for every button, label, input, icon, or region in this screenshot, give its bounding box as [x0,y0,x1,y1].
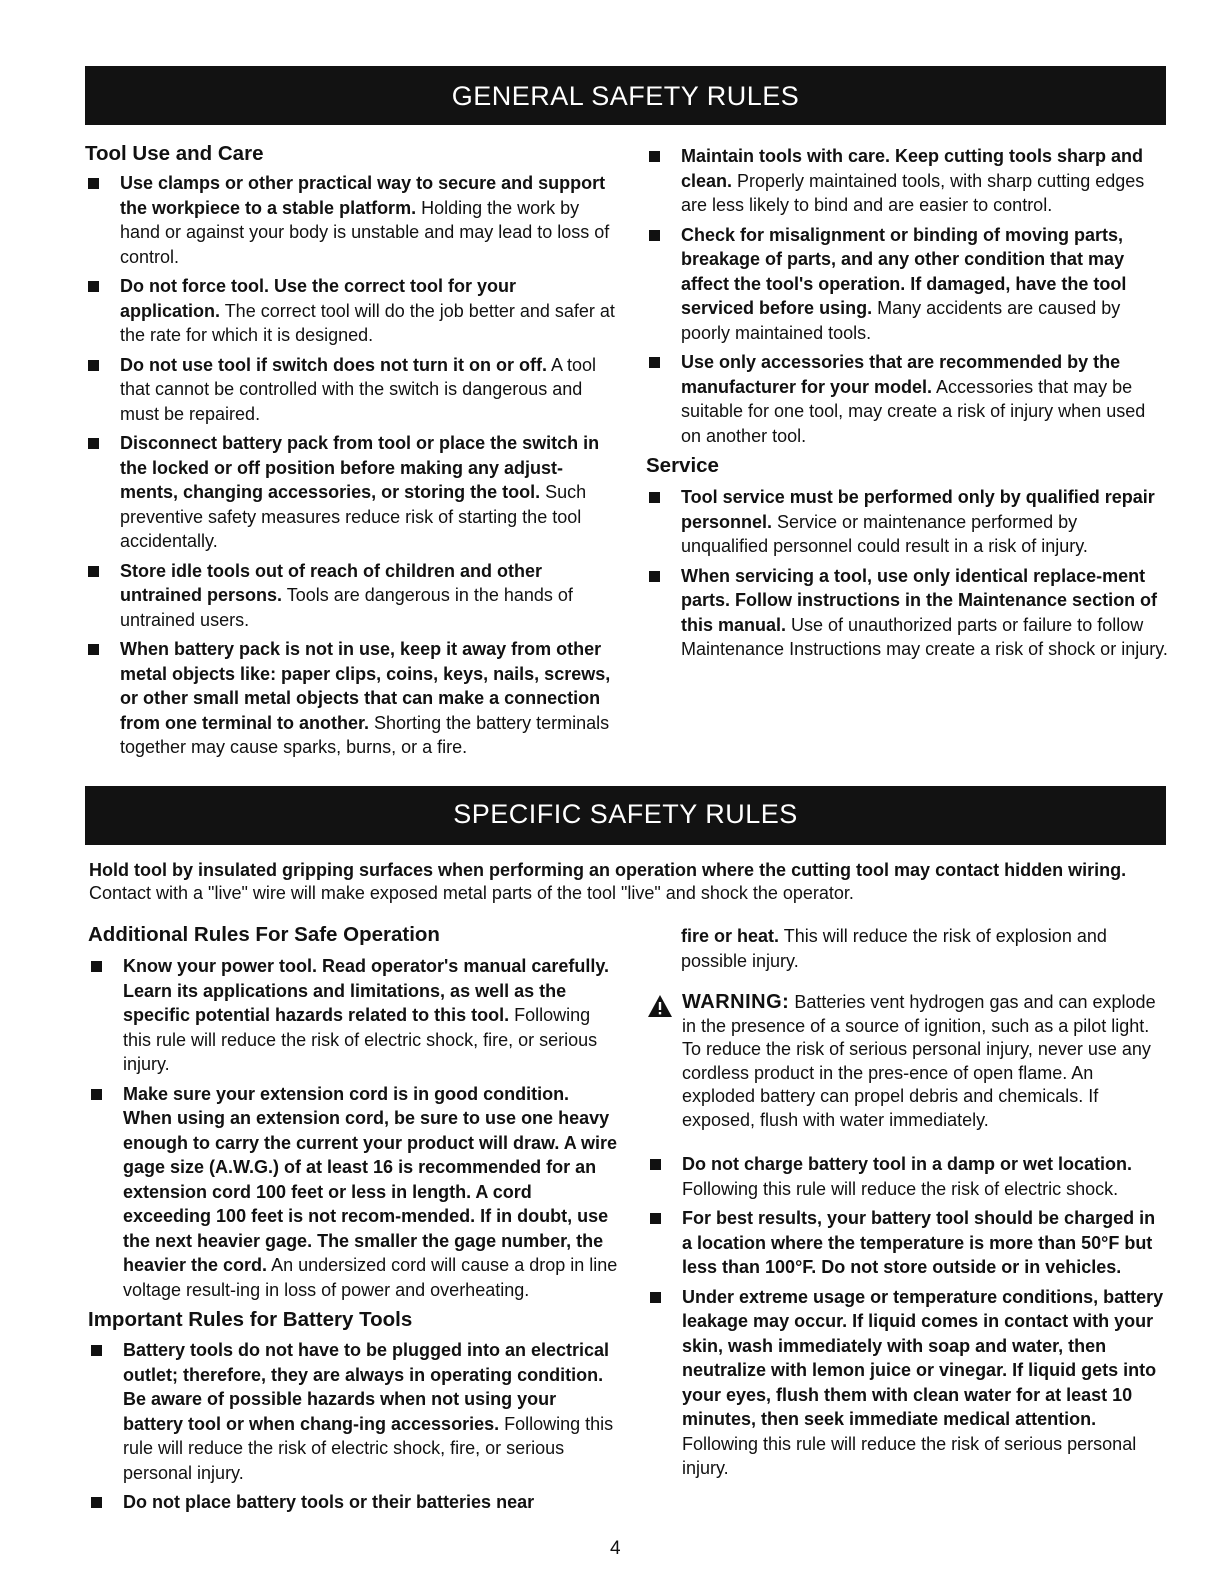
list-item: Store idle tools out of reach of children and other untrained persons. Tools are dangerous in the hands of untrained users. [85,559,617,633]
list-item: Make sure your extension cord is in good condition. When using an extension cord, be sure to use one heavy enough to carry the current your product will draw. A wire gage size (A.W.G.) of at least 16 is recommended for an extension cord 100 feet or less in length. A cord exceeding 100 feet is not recom-mended. If in doubt, use the next heavier gage. The smaller the gage number, the heavier the cord. An undersized cord will cause a drop in line voltage result-ing in loss of power and overheating. [88,1082,620,1303]
battery-care-list [647,1152,1167,1481]
warning-text: Batteries vent hydrogen gas and can explode in the presence of a source of ignition, such as a pilot light. To reduce the risk of serious personal injury, never use any cordless product in the pres-ence of open flame. An exploded battery can propel debris and chemicals. If exposed, flush with water immediately. [682,992,1156,1130]
general-right-column [646,144,1168,667]
list-item: Disconnect battery pack from tool or place the switch in the locked or off position before making any adjust-ments, changing accessories, or storing the tool. Such preventive safety measures reduce risk of starting the tool accidentally. [85,431,617,554]
list-item: Do not charge battery tool in a damp or wet location. Following this rule will reduce the risk of electric shock. [647,1152,1167,1201]
bullet-icon [88,438,99,449]
list-item: When servicing a tool, use only identical replace-ment parts. Follow instructions in the Maintenance section of this manual. Use of unauthorized parts or failure to follow Maintenance Instructions may create a risk of shock or injury. [646,564,1168,662]
list-item: Do not force tool. Use the correct tool for your application. The correct tool will do the job better and safer at the rate for which it is designed. [85,274,617,348]
specific-safety-rules-banner: SPECIFIC SAFETY RULES [85,786,1166,845]
warning-label: WARNING: [682,991,790,1013]
bullet-icon [88,178,99,189]
bullet-icon [649,230,660,241]
list-item: Use clamps or other practical way to secure and support the workpiece to a stable platform. Holding the work by hand or against your body is unstable and may lead to loss of control. [85,171,617,269]
list-item: Tool service must be performed only by qualified repair personnel. Service or maintenance performed by unqualified personnel could result in a risk of injury. [646,485,1168,559]
list-item: Battery tools do not have to be plugged into an electrical outlet; therefore, they are always in operating condition. Be aware of possible hazards when not using your battery tool or when chang-ing accessories. Following this rule will reduce the risk of electric shock, fire, or serious personal injury. [88,1338,620,1485]
list-item: Maintain tools with care. Keep cutting tools sharp and clean. Properly maintained tools, with sharp cutting edges are less likely to bind and are easier to control. [646,144,1168,218]
specific-right-column [647,924,1167,1486]
list-item: Under extreme usage or temperature conditions, battery leakage may occur. If liquid comes in contact with your skin, wash immediately with soap and water, then neutralize with lemon juice or vinegar. If liquid gets into your eyes, flush them with clean water for at least 10 minutes, then seek immediate medical attention. Following this rule will reduce the risk of serious personal injury. [647,1285,1167,1481]
battery-rules-list [88,1338,620,1515]
intro-paragraph: Hold tool by insulated gripping surfaces when performing an operation where the cutting tool may contact hidden wiring. Contact with a "live" wire will make exposed metal parts of the tool "live" and shock the operator. [89,860,1127,903]
bullet-icon [88,566,99,577]
list-item: Do not use tool if switch does not turn it on or off. A tool that cannot be controlled with the switch is dangerous and must be repaired. [85,353,617,427]
additional-rules-list [88,954,620,1302]
bullet-icon [650,1159,661,1170]
bullet-icon [650,1213,661,1224]
list-item: Use only accessories that are recommended by the manufacturer for your model. Accessories that may be suitable for one tool, may create a risk of injury when used on another tool. [646,350,1168,448]
general-safety-rules-banner: GENERAL SAFETY RULES [85,66,1166,125]
bullet-icon [91,961,102,972]
bullet-icon [649,151,660,162]
general-left-column [85,141,617,765]
warning-block [647,991,1167,1132]
bullet-icon [88,281,99,292]
service-heading: Service [646,454,719,477]
additional-rules-heading: Additional Rules For Safe Operation [88,923,440,946]
bullet-icon [650,1292,661,1303]
page-number: 4 [610,1538,621,1559]
list-item: When battery pack is not in use, keep it away from other metal objects like: paper clips, coins, keys, nails, screws, or other small metal objects that can make a connection from one terminal to another. Shorting the battery terminals together may cause sparks, burns, or a fire. [85,637,617,760]
continued-paragraph: fire or heat. This will reduce the risk of explosion and possible injury. [681,926,1107,971]
tool-use-heading: Tool Use and Care [85,142,264,165]
bullet-icon [88,360,99,371]
specific-left-column [88,922,620,1520]
bullet-icon [88,644,99,655]
list-item: Do not place battery tools or their batteries near [88,1490,620,1515]
bullet-icon [649,571,660,582]
warning-triangle-icon [647,994,673,1018]
list-item: Know your power tool. Read operator's manual carefully. Learn its applications and limitations, as well as the specific potential hazards related to this tool. Following this rule will reduce the risk of electric shock, fire, or serious injury. [88,954,620,1077]
tool-use-list [85,171,617,760]
list-item: Check for misalignment or binding of moving parts, breakage of parts, and any other condition that may affect the tool's operation. If damaged, have the tool serviced before using. Many accidents are caused by poorly maintained tools. [646,223,1168,346]
bullet-icon [649,492,660,503]
list-item: For best results, your battery tool should be charged in a location where the temperature is more than 50°F but less than 100°F. Do not store outside or in vehicles. [647,1206,1167,1280]
service-list [646,485,1168,662]
bullet-icon [91,1345,102,1356]
bullet-icon [649,357,660,368]
bullet-icon [91,1089,102,1100]
battery-rules-heading: Important Rules for Battery Tools [88,1308,413,1331]
maintain-list [646,144,1168,448]
bullet-icon [91,1497,102,1508]
